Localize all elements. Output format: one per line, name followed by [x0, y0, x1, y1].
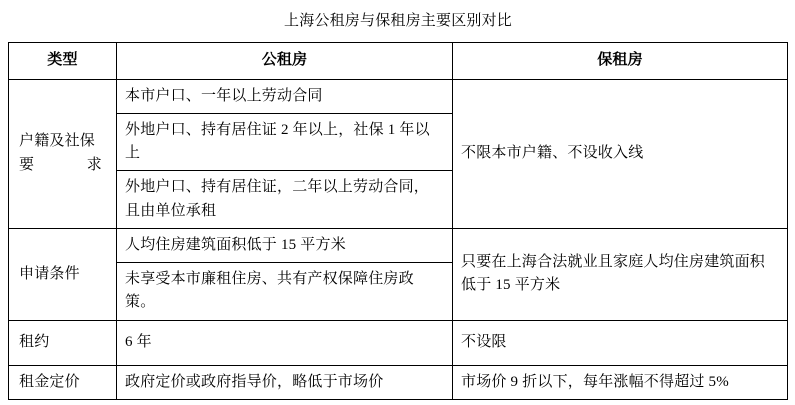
table-row [9, 79, 788, 113]
cell-public-rent-pricing: 政府定价或政府指导价，略低于市场价 [117, 365, 453, 399]
document-page [0, 4, 795, 405]
row-label-household-social-security: 户籍及社保要求 [9, 79, 117, 228]
row-label-application-conditions: 申请条件 [9, 228, 117, 320]
cell-guaranteed-rent-pricing: 市场价 9 折以下，每年涨幅不得超过 5% [453, 365, 788, 399]
cell-public-household-1: 本市户口、一年以上劳动合同 [117, 79, 453, 113]
comparison-table [8, 4, 788, 400]
column-header-guaranteed-rental: 保租房 [453, 43, 788, 79]
page-title: 上海公租房与保租房主要区别对比 [284, 13, 513, 29]
table-header-row [9, 43, 788, 79]
row-label-lease: 租约 [9, 320, 117, 365]
column-header-public-rental: 公租房 [117, 43, 453, 79]
table-row [9, 228, 788, 262]
column-header-type: 类型 [9, 43, 117, 79]
cell-public-household-2: 外地户口、持有居住证 2 年以上，社保 1 年以上 [117, 113, 453, 171]
cell-guaranteed-household: 不限本市户籍、不设收入线 [453, 79, 788, 228]
cell-public-household-3: 外地户口、持有居住证，二年以上劳动合同，且由单位承租 [117, 171, 453, 229]
cell-guaranteed-lease: 不设限 [453, 320, 788, 365]
row-label-rent-pricing: 租金定价 [9, 365, 117, 399]
table-row [9, 320, 788, 365]
table-title-row [9, 4, 788, 43]
table-row [9, 365, 788, 399]
cell-guaranteed-application: 只要在上海合法就业且家庭人均住房建筑面积低于 15 平方米 [453, 228, 788, 320]
cell-public-application-1: 人均住房建筑面积低于 15 平方米 [117, 228, 453, 262]
cell-public-application-2: 未享受本市廉租住房、共有产权保障住房政策。 [117, 263, 453, 321]
cell-public-lease: 6 年 [117, 320, 453, 365]
